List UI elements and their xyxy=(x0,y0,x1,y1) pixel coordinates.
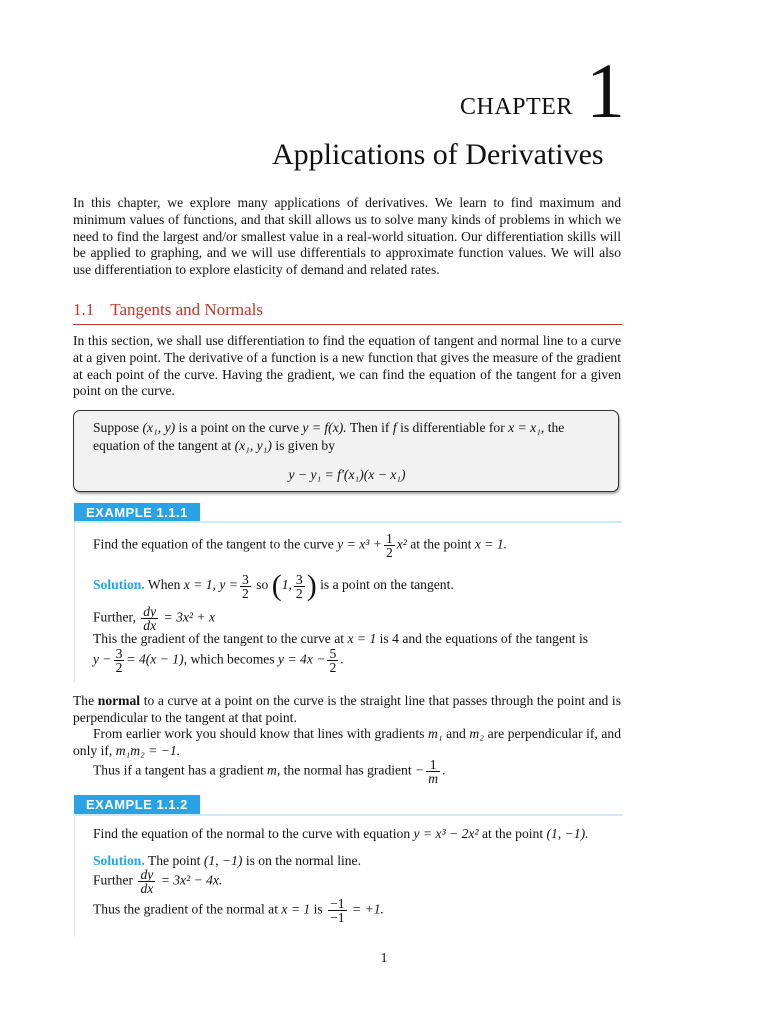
normal-text: and xyxy=(446,726,466,741)
frac-den: 2 xyxy=(329,660,337,675)
def-word: Then if xyxy=(349,420,390,435)
open-paren: ( xyxy=(271,569,282,602)
normal-text: . xyxy=(442,762,446,778)
sol-fraction xyxy=(294,573,305,600)
example-2-solution-line-3 xyxy=(93,897,384,924)
sol-fraction xyxy=(240,573,251,600)
section-number: 1.1 xyxy=(73,300,95,319)
sol-fraction xyxy=(114,647,125,674)
def-math: (x₁, y₁) xyxy=(234,438,272,453)
derivative-fraction xyxy=(138,868,155,895)
example-rule-2 xyxy=(74,814,622,816)
sol-math: y = 4x − xyxy=(278,651,326,667)
q-math: (1, −1). xyxy=(546,826,589,841)
example-2-solution-line-1 xyxy=(93,853,361,869)
normal-paragraph-2 xyxy=(73,726,621,760)
normal-math: m, xyxy=(267,762,281,778)
sol-math: = 3x² − 4x. xyxy=(160,872,223,888)
section-heading xyxy=(73,300,622,325)
sol-text: which becomes xyxy=(190,651,275,667)
example-side-rule-1 xyxy=(74,522,75,682)
derivative-fraction xyxy=(141,605,158,632)
tangent-equation xyxy=(74,467,620,483)
frac-num: 3 xyxy=(242,571,249,587)
sol-text: Further xyxy=(93,872,134,888)
normal-text: are perpendicular if, and only if, xyxy=(73,726,622,758)
def-word: Suppose xyxy=(93,420,140,435)
def-word: equation of the tangent at xyxy=(93,438,232,453)
example-badge-1: EXAMPLE 1.1.1 xyxy=(74,503,200,522)
example-1-question xyxy=(93,532,507,559)
sol-text: . xyxy=(340,651,344,667)
sol-math: x = 1 xyxy=(281,901,311,917)
example-rule-1 xyxy=(74,521,622,523)
sol-text: is on the normal line. xyxy=(245,853,361,868)
frac-num: 3 xyxy=(295,571,303,587)
frac-den: 2 xyxy=(242,585,249,601)
normal-paragraph-3 xyxy=(93,758,445,785)
q-text: at the point xyxy=(410,536,472,552)
example-1-solution-line-4 xyxy=(93,647,344,674)
close-paren: ) xyxy=(306,569,317,602)
frac-num: 5 xyxy=(329,646,337,661)
def-math: f xyxy=(392,420,397,435)
q-frac-den: 2 xyxy=(385,545,393,560)
frac-den: dx xyxy=(143,618,157,633)
frac-den: 2 xyxy=(295,585,303,601)
page-number: 1 xyxy=(380,950,388,965)
sol-text: Further, xyxy=(93,609,136,625)
intro-paragraph: In this chapter, we explore many applications of derivatives. We learn to find maximum and minimum values of functions, and that skill allows us to solve many kinds of problems in which we need to find the largest and/or smallest value in a real-world situation. Our differentiation skills will be applied to graphing, and we will use differentials to approximate function values. We will also use differentiation to explore elasticity of demand and related rates. xyxy=(73,195,621,278)
normal-text: the normal has gradient xyxy=(283,762,412,778)
example-1-solution-line-2 xyxy=(93,605,215,632)
normal-math: m₁ xyxy=(428,726,443,741)
tangent-equation-text: y − y₁ = f′(x₁)(x − x₁) xyxy=(288,467,406,482)
example-side-rule-2 xyxy=(74,815,75,937)
normal-math: m₂ xyxy=(469,726,484,741)
normal-text: From earlier work you should know that lines with gradients xyxy=(93,726,425,741)
frac-den: 2 xyxy=(115,660,123,675)
normal-math: m₁m₂ = −1. xyxy=(115,742,181,758)
q-math: x = 1. xyxy=(474,536,508,552)
sol-math: = +1. xyxy=(351,901,384,917)
q-math: x² xyxy=(396,536,407,552)
frac-num: −1 xyxy=(330,896,345,911)
chapter-number: 1 xyxy=(586,47,625,134)
q-frac-num: 1 xyxy=(385,531,393,546)
example-badge-2: EXAMPLE 1.1.2 xyxy=(74,795,200,814)
def-word: is a point on the curve xyxy=(178,420,299,435)
sol-math: x = 1, y = xyxy=(183,577,238,593)
frac-num: 1 xyxy=(429,757,437,772)
sol-text: so xyxy=(256,577,269,593)
sol-math: 1, xyxy=(281,577,292,593)
def-math: (x₁, y) xyxy=(142,420,176,435)
sol-math: = 4(x − 1), xyxy=(126,651,188,667)
q-text: at the point xyxy=(481,826,544,841)
section-title: Tangents and Normals xyxy=(110,300,263,319)
def-math: y = f(x). xyxy=(302,420,347,435)
section-intro-paragraph: In this section, we shall use differentiation to find the equation of tangent and normal line to a curve at a given point. The derivative of a function is a new function that gives the measure of the gradient at each point of the curve. Having the gradient, we can find the equation of the tangent for a given point on the curve. xyxy=(73,333,621,399)
sol-text: The point xyxy=(147,853,201,868)
frac-num: dy xyxy=(143,604,157,619)
q-math: y = x³ + xyxy=(337,536,382,552)
q-math: y = x³ − 2x² xyxy=(413,826,479,841)
frac-num: 3 xyxy=(115,646,123,661)
sol-text: is a point on the tangent. xyxy=(320,577,454,593)
sol-text: is 4 and the equations of the tangent is xyxy=(379,631,589,646)
sol-text: is xyxy=(313,901,323,917)
frac-den: m xyxy=(428,771,439,786)
sol-text: Thus the gradient of the normal at xyxy=(93,901,278,917)
def-math: x = x₁, xyxy=(508,420,545,435)
example-1-solution-line-1 xyxy=(93,571,454,601)
sol-math: y − xyxy=(93,651,112,667)
sol-fraction xyxy=(327,647,338,674)
frac-den: dx xyxy=(140,881,154,896)
chapter-title: Applications of Derivatives xyxy=(272,138,604,171)
normal-text: to a curve at a point on the curve is the straight line that passes through the point and is perpendicular to the tangent at that point. xyxy=(73,693,621,725)
normal-math: − xyxy=(415,762,425,778)
normal-paragraph-1 xyxy=(73,693,621,727)
sol-math: x = 1 xyxy=(347,631,377,646)
frac-num: dy xyxy=(140,867,154,882)
sol-math: = 3x² + x xyxy=(163,609,216,625)
example-2-solution-line-2 xyxy=(93,868,222,895)
definition-text xyxy=(93,419,605,455)
q-text: Find the equation of the tangent to the curve xyxy=(93,536,334,552)
definition-box xyxy=(73,410,619,492)
def-word: the xyxy=(547,420,565,435)
solution-label: Solution. xyxy=(93,853,145,868)
sol-text: When xyxy=(147,577,181,593)
normal-fraction xyxy=(426,758,440,785)
chapter-label: CHAPTER xyxy=(460,94,573,120)
q-fraction xyxy=(384,532,395,559)
normal-text: Thus if a tangent has a gradient xyxy=(93,762,264,778)
def-word: is given by xyxy=(275,438,336,453)
solution-label: Solution. xyxy=(93,577,145,593)
frac-den: −1 xyxy=(330,910,345,925)
sol-fraction xyxy=(328,897,346,924)
normal-text: The xyxy=(73,693,95,708)
sol-text: This the gradient of the tangent to the curve at xyxy=(93,631,345,646)
normal-keyword: normal xyxy=(97,693,141,708)
example-1-solution-line-3 xyxy=(93,631,588,647)
example-2-question xyxy=(93,826,589,842)
def-word: is differentiable for xyxy=(400,420,505,435)
sol-math: (1, −1) xyxy=(203,853,243,868)
q-text: Find the equation of the normal to the curve with equation xyxy=(93,826,411,841)
